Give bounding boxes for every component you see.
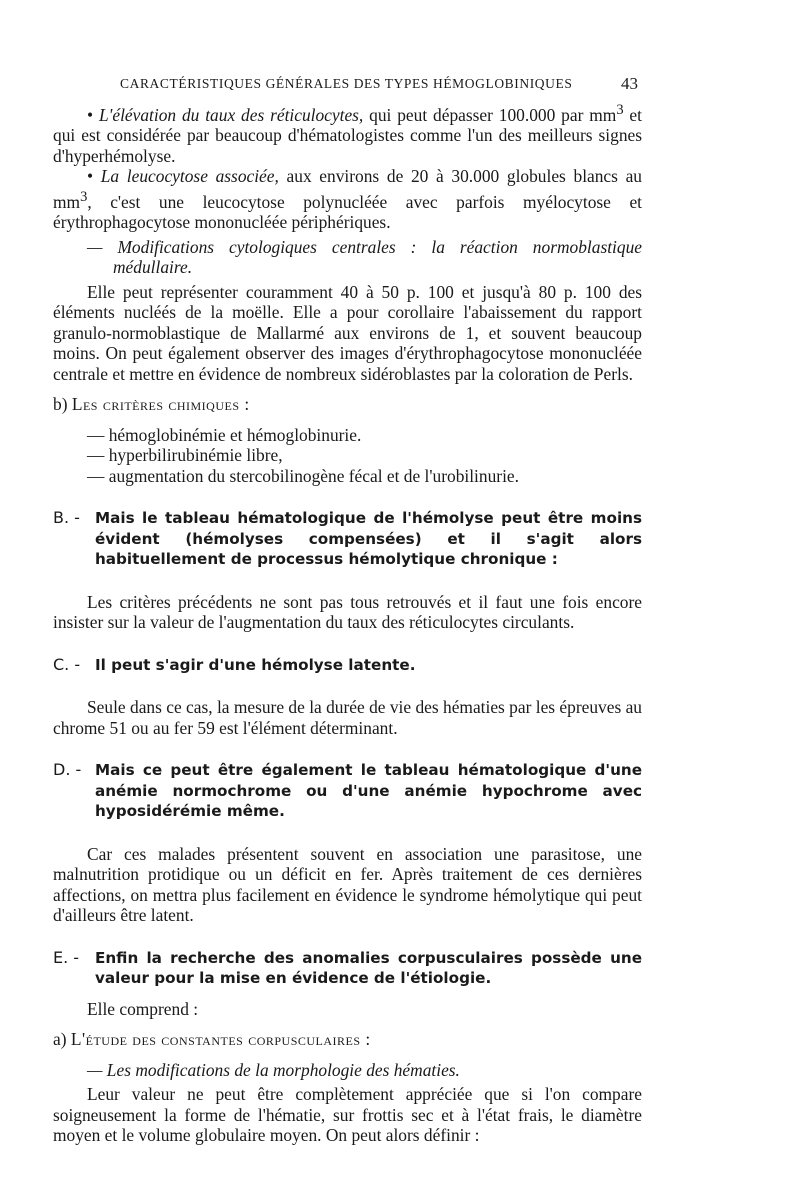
- section-e-comprend: Elle comprend :: [87, 998, 199, 1019]
- section-c: [53, 655, 642, 676]
- page-content: [53, 100, 642, 1146]
- page-number: 43: [621, 74, 638, 93]
- leucocytose-lead: La leucocytose associée,: [100, 166, 279, 187]
- section-b-title: Mais le tableau hématologique de l'hémolyse peut être moins évident (hémolyses compensées) et il s'agit alors habituellement de processus hémolytique chronique :: [95, 509, 642, 569]
- running-header: CARACTÉRISTIQUES GÉNÉRALES DES TYPES HÉMOGLOBINIQUES: [120, 76, 573, 91]
- bullet: •: [87, 104, 94, 125]
- section-b-text: Les critères précédents ne sont pas tous retrouvés et il faut une fois encore insister sur la valeur de l'augmentation du taux des réticulocytes circulants.: [53, 591, 642, 633]
- etude-constantes-heading: a) L'étude des constantes corpusculaires :: [53, 1029, 371, 1050]
- leucocytose-paragraph: • La leucocytose associée, aux environs de 20 à 30.000 globules blancs au $mm^3$, c'est une leucocytose polynucléée avec parfois myélocytose et érythrophagocytose mononucléée périphériques.: [53, 166, 643, 233]
- section-e-text: Leur valeur ne peut être complètement appréciée que si l'on compare soigneusement la forme de l'hématie, sur frottis sec et à l'état frais, le diamètre moyen et le volume globulaire moyen. On peut alors définir :: [53, 1084, 642, 1146]
- morphologie-heading: — Les modifications de la morphologie des hématies.: [87, 1059, 460, 1080]
- section-b: [53, 508, 642, 570]
- section-e-title: Enfin la recherche des anomalies corpusculaires possède une valeur pour la mise en évidence de l'étiologie.: [95, 948, 642, 988]
- list-item: — hyperbilirubinémie libre,: [87, 445, 283, 466]
- reticulocytes-paragraph: • L'élévation du taux des réticulocytes, qui peut dépasser 100.000 par $mm^3$ et qui est considérée par beaucoup d'hématologistes comme l'un des meilleurs signes d'hyperhémolyse.: [53, 102, 642, 166]
- section-b-label: B. -: [53, 508, 80, 528]
- section-e: [53, 948, 642, 989]
- section-e-label: E. -: [53, 947, 80, 967]
- section-d: [53, 760, 642, 822]
- medullaire-paragraph: Elle peut représenter couramment 40 à 50 p. 100 et jusqu'à 80 p. 100 des éléments nucléés de la moëlle. Elle a pour corollaire l'abaissement du rapport granulo-normoblastique de Mallarmé aux environs de 1, et souvent beaucoup moins. On peut également observer des images d'érythrophagocytose mononucléée centrale et mettre en évidence de nombreux sidéroblastes par la coloration de Perls.: [53, 281, 642, 384]
- list-item: — hémoglobinémie et hémoglobinurie.: [87, 424, 362, 445]
- list-item: — augmentation du stercobilinogène fécal et de l'urobilinurie.: [87, 465, 519, 486]
- section-d-title: Mais ce peut être également le tableau hématologique d'une anémie normochrome ou d'une anémie hypochrome avec hyposidérémie même.: [95, 761, 642, 821]
- criteres-chimiques-heading: b) Les critères chimiques :: [53, 394, 250, 415]
- section-c-label: C. -: [53, 654, 81, 674]
- modifications-centrales-heading: — Modifications cytologiques centrales : la réaction normoblastique médullaire.: [87, 236, 642, 278]
- section-c-text: Seule dans ce cas, la mesure de la durée de vie des hématies par les épreuves au chrome 51 ou au fer 59 est l'élément déterminant.: [53, 697, 642, 738]
- section-c-title: Il peut s'agir d'une hémolyse latente.: [95, 655, 416, 674]
- reticulocytes-lead: L'élévation du taux des réticulocytes,: [98, 104, 364, 125]
- section-d-text: Car ces malades présentent souvent en association une parasitose, une malnutrition protidique ou un déficit en fer. Après traitement de ces dernières affections, on mettra plus facilement en évidence le syndrome hémolytique qui peut d'ailleurs être latent.: [53, 843, 642, 926]
- section-d-label: D. -: [53, 760, 82, 780]
- bullet: •: [87, 166, 94, 187]
